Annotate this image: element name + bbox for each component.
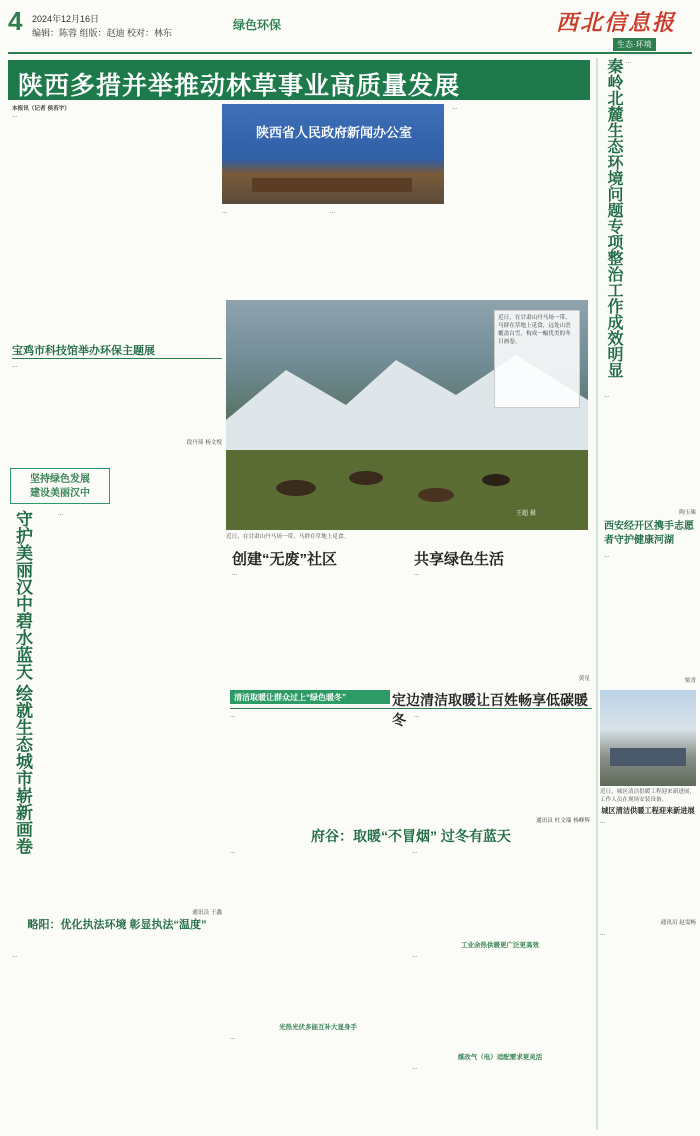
masthead-logo: 西北信息报 (556, 10, 677, 36)
carbon-free-text: … (232, 571, 238, 577)
hanzhong-credit: 通讯员 王鑫 (192, 910, 222, 916)
editors-line: 编辑：陈蓉 组版：赵迪 校对：林东 (32, 28, 173, 38)
hanzhong-vertical-title: 守护美丽汉中碧水蓝天 绘就生态城市崭新画卷 (13, 510, 32, 855)
qinling-vertical-title: 秦岭北麓生态环境问题专项整治工作成效明显 (605, 58, 622, 378)
page-header (8, 6, 692, 54)
horse-caption-box: 近日，在甘肃山丹马场一带，马群在草地上觅食，远处山峦覆盖白雪，构成一幅优美的冬日画卷。 (494, 310, 580, 408)
qinling-text-b: … (604, 393, 610, 399)
fugu-sub-1: 工业余热供暖更广泛更高效 (461, 942, 539, 949)
xian-title: 西安经开区携手志愿者守护健康河湖 (604, 521, 694, 546)
lueyang-title: 略阳：优化执法环境 彰显执法“温度” (27, 919, 207, 931)
fugu-text-right-3: … (412, 1065, 418, 1071)
press-conference-photo (222, 104, 444, 204)
fugu-text-right-2: … (412, 953, 418, 959)
clean-heat-title: 定边清洁取暖让百姓畅享低碳暖冬 (392, 692, 588, 728)
press-conference-caption: 陕西省人民政府新闻办公室 (255, 125, 412, 140)
fugu-text-bottom: … (230, 1035, 236, 1041)
clean-heat-credit: 通讯员 杜文瑞 杨峰辉 (536, 818, 590, 824)
city-heating-title: 城区清洁供暖工程迎来新进展 (601, 806, 695, 815)
masthead-subtitle: 生态·环境 (613, 38, 656, 51)
baoji-text: … (12, 363, 18, 369)
horse-1 (276, 480, 316, 496)
xian-credit: 梁青 (684, 678, 696, 684)
clean-heat-text-right: … (414, 713, 420, 719)
lead-text-mid: … (222, 209, 228, 215)
conference-table (252, 178, 412, 192)
page-number: 4 (8, 6, 23, 36)
qinling-text-a: … (626, 59, 632, 65)
fugu-text-left: … (230, 849, 236, 855)
hanzhong-tag-line1: 坚持绿色发展 (30, 474, 90, 485)
clean-heat-rule (230, 708, 592, 709)
xian-text: … (604, 553, 610, 559)
baoji-rule (12, 358, 222, 359)
lead-text-left: … (12, 113, 18, 119)
column-divider (596, 58, 598, 1130)
horse-herd-photo (226, 300, 588, 530)
main-headline: 陕西多措并举推动林草事业高质量发展 (8, 60, 590, 100)
shared-green-text: … (414, 571, 420, 577)
lead-text-center: … (330, 209, 336, 215)
hanzhong-tag-line2: 建设美丽汉中 (30, 488, 90, 499)
horse-2 (349, 471, 383, 485)
horse-3 (418, 488, 454, 502)
lead-byline: 本报讯（记者 侯若宇） (12, 106, 70, 112)
city-heating-text-2: … (600, 931, 606, 937)
fugu-text-right: … (412, 849, 418, 855)
clean-heat-text-left: … (230, 713, 236, 719)
clean-heat-tag: 清洁取暖让群众过上“绿色暖冬” (230, 690, 390, 704)
baoji-title: 宝鸡市科技馆举办环保主题展 (12, 345, 155, 357)
baoji-credit: 段丹琦 杨文悦 (186, 440, 222, 446)
hanzhong-text: … (58, 511, 64, 517)
city-heating-text: … (600, 819, 606, 825)
shared-green-credit: 黄星 (578, 676, 590, 682)
horse-bottom-caption: 近日，在甘肃山丹马场一带，马群在草地上觅食。 (226, 534, 350, 540)
section-name: 绿色环保 (233, 18, 282, 32)
city-heating-caption: 近日，城区清洁供暖工程迎来新进展，工作人员在现场安装设备。 (600, 789, 696, 803)
horse-4 (482, 474, 510, 486)
lueyang-text: … (12, 953, 18, 959)
shared-green-title: 共享绿色生活 (414, 551, 505, 568)
fugu-sub-2: 光热光伏多能互补大显身手 (279, 1024, 357, 1031)
city-heating-photo (600, 690, 696, 786)
fugu-title: 府谷：取暖“不冒烟” 过冬有蓝天 (311, 828, 511, 844)
fugu-sub-3: 煤改气（电）适配需求更灵活 (457, 1054, 543, 1061)
carbon-free-title: 创建“无废”社区 (232, 551, 338, 568)
qinling-credit: 陶玉珠 (679, 510, 696, 516)
hanzhong-tag (10, 468, 110, 504)
issue-date: 2024年12月16日 (32, 14, 100, 24)
horse-photo-credit: 王超 摄 (516, 510, 536, 517)
lead-text-right: … (452, 105, 458, 111)
city-heating-credit: 通讯员 赵雯畅 (660, 920, 696, 926)
heating-equipment (610, 748, 686, 766)
